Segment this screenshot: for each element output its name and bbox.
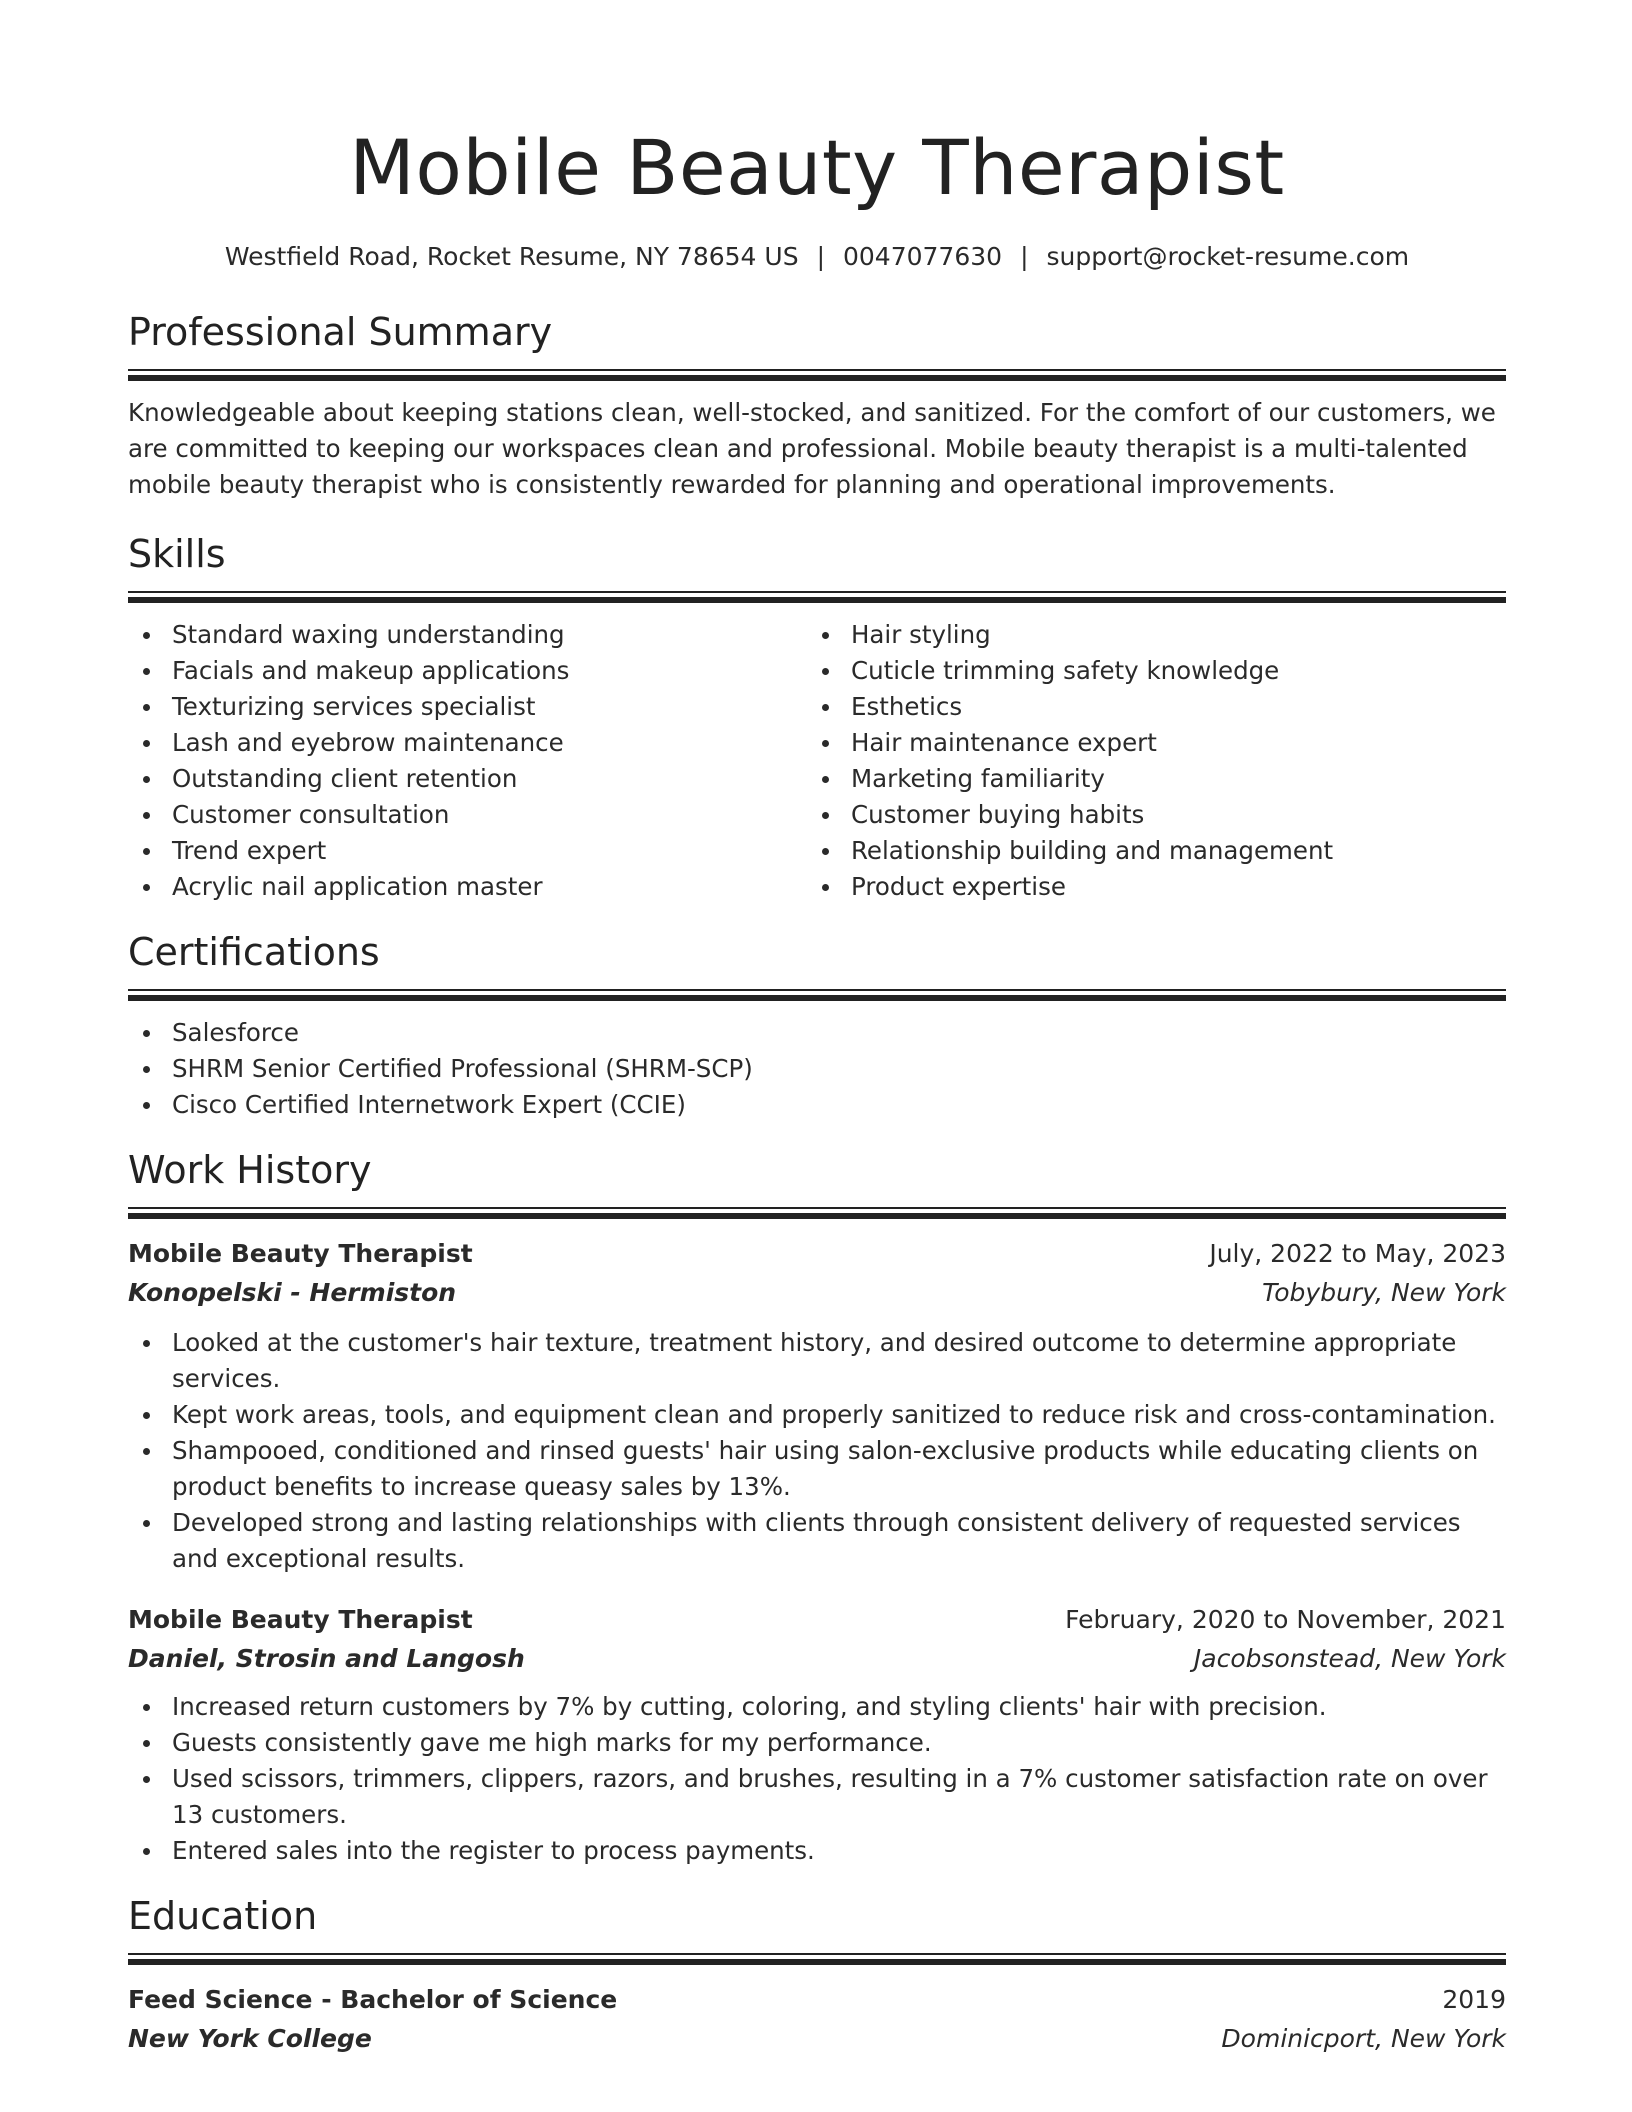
section-title-skills: Skills bbox=[128, 532, 226, 576]
work-history-section bbox=[128, 1145, 1506, 1869]
contact-line bbox=[128, 240, 1506, 274]
skill-item: Customer buying habits bbox=[807, 797, 1486, 833]
job-location: Jacobsonstead, New York bbox=[1193, 1644, 1506, 1673]
contact-separator: | bbox=[816, 242, 825, 271]
job-entry bbox=[128, 1601, 1506, 1869]
section-rule bbox=[128, 1207, 1506, 1219]
skill-item: Marketing familiarity bbox=[807, 761, 1486, 797]
skill-item: Acrylic nail application master bbox=[128, 869, 807, 905]
section-title-education: Education bbox=[128, 1894, 318, 1938]
section-rule bbox=[128, 1953, 1506, 1965]
section-rule bbox=[128, 369, 1506, 381]
job-title: Mobile Beauty Therapist bbox=[128, 1605, 473, 1634]
skill-item: Hair styling bbox=[807, 617, 1486, 653]
job-duty-item: Developed strong and lasting relationships with clients through consistent delivery of requested services and exceptional results. bbox=[128, 1505, 1506, 1577]
job-company-row bbox=[128, 1639, 1506, 1679]
section-title-summary: Professional Summary bbox=[128, 310, 553, 354]
skill-item: Texturizing services specialist bbox=[128, 689, 807, 725]
education-school: New York College bbox=[128, 2024, 372, 2053]
section-rule bbox=[128, 989, 1506, 1001]
job-header-row bbox=[128, 1235, 1506, 1273]
job-entry bbox=[128, 1235, 1506, 1577]
section-title-work-history: Work History bbox=[128, 1148, 372, 1192]
summary-section bbox=[128, 307, 1506, 503]
education-school-row bbox=[128, 2019, 1506, 2059]
certifications-section bbox=[128, 927, 1506, 1123]
contact-email: support@rocket-resume.com bbox=[1046, 242, 1410, 271]
skills-columns bbox=[128, 617, 1506, 905]
job-duty-item: Shampooed, conditioned and rinsed guests' hair using salon-exclusive products while educating clients on product benefits to increase queasy sales by 13%. bbox=[128, 1433, 1506, 1505]
resume-page bbox=[128, 0, 1506, 2059]
skill-item: Facials and makeup applications bbox=[128, 653, 807, 689]
certifications-list bbox=[128, 1015, 1506, 1123]
education-location: Dominicport, New York bbox=[1221, 2024, 1506, 2053]
job-location: Tobybury, New York bbox=[1262, 1278, 1506, 1307]
skills-list-left bbox=[128, 617, 807, 905]
skill-item: Cuticle trimming safety knowledge bbox=[807, 653, 1486, 689]
contact-separator: | bbox=[1020, 242, 1029, 271]
job-duties-list bbox=[128, 1325, 1506, 1577]
job-duty-item: Kept work areas, tools, and equipment clean and properly sanitized to reduce risk and cross-contamination. bbox=[128, 1397, 1506, 1433]
job-header-row bbox=[128, 1601, 1506, 1639]
education-entry bbox=[128, 1981, 1506, 2059]
skill-item: Product expertise bbox=[807, 869, 1486, 905]
skills-list-right bbox=[807, 617, 1486, 905]
skill-item: Hair maintenance expert bbox=[807, 725, 1486, 761]
education-section bbox=[128, 1891, 1506, 2059]
job-dates: February, 2020 to November, 2021 bbox=[1065, 1605, 1506, 1634]
job-duty-item: Increased return customers by 7% by cutting, coloring, and styling clients' hair with precision. bbox=[128, 1689, 1506, 1725]
skill-item: Outstanding client retention bbox=[128, 761, 807, 797]
section-rule bbox=[128, 591, 1506, 603]
job-duties-list bbox=[128, 1689, 1506, 1869]
education-degree-row bbox=[128, 1981, 1506, 2019]
job-company-row bbox=[128, 1273, 1506, 1313]
contact-phone: 0047077630 bbox=[843, 242, 1003, 271]
skill-item: Standard waxing understanding bbox=[128, 617, 807, 653]
summary-text: Knowledgeable about keeping stations clean, well-stocked, and sanitized. For the comfort of our customers, we are committed to keeping our workspaces clean and professional. Mobile beauty therapist is a multi-talented mobile beauty therapist who is consistently rewarded for planning and operational improvements. bbox=[128, 398, 1496, 499]
skill-item: Lash and eyebrow maintenance bbox=[128, 725, 807, 761]
job-duty-item: Guests consistently gave me high marks for my performance. bbox=[128, 1725, 1506, 1761]
skill-item: Relationship building and management bbox=[807, 833, 1486, 869]
job-duty-item: Entered sales into the register to process payments. bbox=[128, 1833, 1506, 1869]
certification-item: Salesforce bbox=[128, 1015, 1506, 1051]
skill-item: Trend expert bbox=[128, 833, 807, 869]
job-company: Daniel, Strosin and Langosh bbox=[128, 1644, 525, 1673]
education-year: 2019 bbox=[1442, 1985, 1506, 2014]
certification-item: Cisco Certified Internetwork Expert (CCIE) bbox=[128, 1087, 1506, 1123]
job-duty-item: Used scissors, trimmers, clippers, razors, and brushes, resulting in a 7% customer satisfaction rate on over 13 customers. bbox=[128, 1761, 1506, 1833]
resume-name: Mobile Beauty Therapist bbox=[349, 123, 1285, 212]
section-title-certifications: Certifications bbox=[128, 930, 380, 974]
skills-section bbox=[128, 529, 1506, 905]
job-dates: July, 2022 to May, 2023 bbox=[1209, 1239, 1506, 1268]
job-title: Mobile Beauty Therapist bbox=[128, 1239, 473, 1268]
education-degree: Feed Science - Bachelor of Science bbox=[128, 1985, 618, 2014]
skill-item: Esthetics bbox=[807, 689, 1486, 725]
contact-address: Westfield Road, Rocket Resume, NY 78654 US bbox=[224, 242, 799, 271]
job-duty-item: Looked at the customer's hair texture, treatment history, and desired outcome to determine appropriate services. bbox=[128, 1325, 1506, 1397]
job-company: Konopelski - Hermiston bbox=[128, 1278, 457, 1307]
certification-item: SHRM Senior Certified Professional (SHRM-SCP) bbox=[128, 1051, 1506, 1087]
skill-item: Customer consultation bbox=[128, 797, 807, 833]
